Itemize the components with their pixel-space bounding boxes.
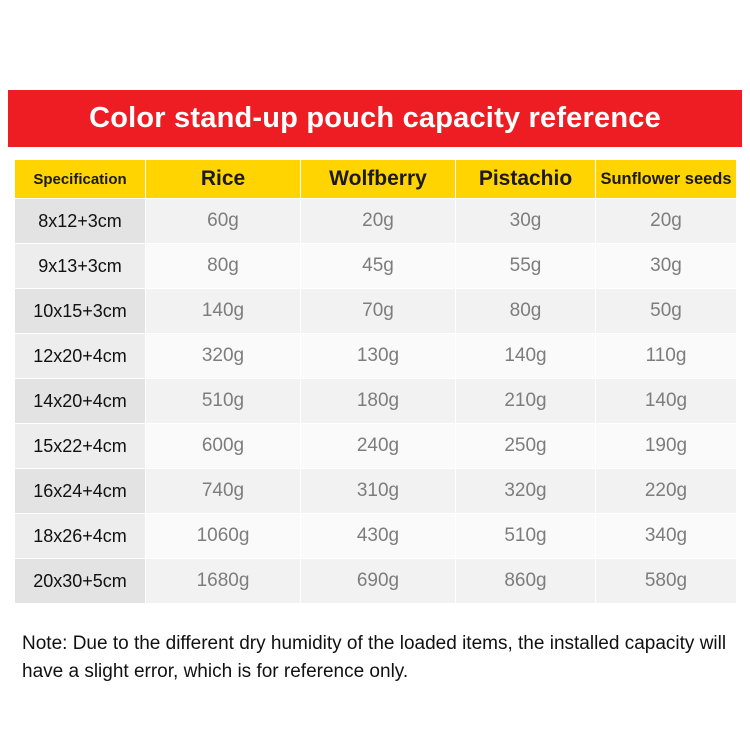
cell-pistachio: 320g <box>456 469 596 514</box>
cell-sunflower-seeds: 30g <box>596 244 737 289</box>
column-header-wolfberry: Wolfberry <box>301 160 456 199</box>
column-header-rice: Rice <box>146 160 301 199</box>
cell-rice: 60g <box>146 199 301 244</box>
table-row <box>15 244 737 289</box>
cell-sunflower-seeds: 110g <box>596 334 737 379</box>
cell-spec: 9x13+3cm <box>15 244 146 289</box>
table-row <box>15 334 737 379</box>
cell-wolfberry: 310g <box>301 469 456 514</box>
cell-spec: 15x22+4cm <box>15 424 146 469</box>
column-header-specification: Specification <box>15 160 146 199</box>
table-row <box>15 469 737 514</box>
capacity-table-wrapper <box>14 159 736 604</box>
table-body <box>15 199 737 604</box>
cell-spec: 18x26+4cm <box>15 514 146 559</box>
table-row <box>15 424 737 469</box>
cell-pistachio: 55g <box>456 244 596 289</box>
cell-spec: 14x20+4cm <box>15 379 146 424</box>
banner-title: Color stand-up pouch capacity reference <box>89 102 661 134</box>
cell-wolfberry: 180g <box>301 379 456 424</box>
table-header-row <box>15 160 737 199</box>
table-row <box>15 559 737 604</box>
cell-pistachio: 80g <box>456 289 596 334</box>
cell-rice: 600g <box>146 424 301 469</box>
cell-pistachio: 860g <box>456 559 596 604</box>
table-header <box>15 160 737 199</box>
cell-sunflower-seeds: 20g <box>596 199 737 244</box>
cell-sunflower-seeds: 190g <box>596 424 737 469</box>
cell-wolfberry: 240g <box>301 424 456 469</box>
table-row <box>15 514 737 559</box>
cell-rice: 140g <box>146 289 301 334</box>
cell-sunflower-seeds: 140g <box>596 379 737 424</box>
banner <box>8 90 742 147</box>
cell-rice: 80g <box>146 244 301 289</box>
cell-spec: 10x15+3cm <box>15 289 146 334</box>
table-row <box>15 379 737 424</box>
cell-pistachio: 510g <box>456 514 596 559</box>
cell-pistachio: 250g <box>456 424 596 469</box>
cell-wolfberry: 130g <box>301 334 456 379</box>
column-header-sunflower-seeds: Sunflower seeds <box>596 160 737 199</box>
cell-rice: 740g <box>146 469 301 514</box>
cell-wolfberry: 430g <box>301 514 456 559</box>
table-row <box>15 199 737 244</box>
cell-sunflower-seeds: 340g <box>596 514 737 559</box>
cell-wolfberry: 690g <box>301 559 456 604</box>
cell-pistachio: 210g <box>456 379 596 424</box>
cell-wolfberry: 45g <box>301 244 456 289</box>
cell-rice: 320g <box>146 334 301 379</box>
note-text: Note: Due to the different dry humidity of the loaded items, the installed capacity will have a slight error, which is for reference only. <box>22 633 727 682</box>
cell-spec: 8x12+3cm <box>15 199 146 244</box>
cell-rice: 1060g <box>146 514 301 559</box>
cell-sunflower-seeds: 580g <box>596 559 737 604</box>
cell-spec: 12x20+4cm <box>15 334 146 379</box>
cell-wolfberry: 70g <box>301 289 456 334</box>
table-row <box>15 289 737 334</box>
cell-pistachio: 30g <box>456 199 596 244</box>
capacity-table <box>14 159 737 604</box>
cell-sunflower-seeds: 220g <box>596 469 737 514</box>
cell-spec: 20x30+5cm <box>15 559 146 604</box>
cell-spec: 16x24+4cm <box>15 469 146 514</box>
cell-rice: 1680g <box>146 559 301 604</box>
cell-rice: 510g <box>146 379 301 424</box>
cell-pistachio: 140g <box>456 334 596 379</box>
cell-sunflower-seeds: 50g <box>596 289 737 334</box>
cell-wolfberry: 20g <box>301 199 456 244</box>
column-header-pistachio: Pistachio <box>456 160 596 199</box>
